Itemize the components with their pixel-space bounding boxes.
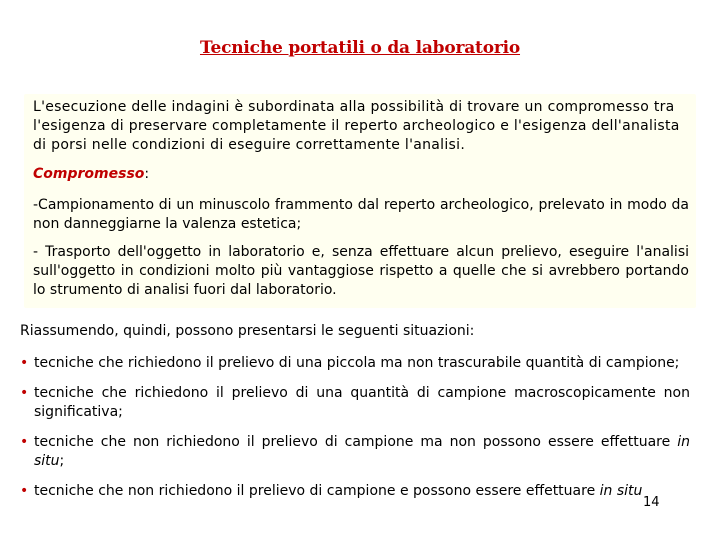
option-transport: - Trasporto dell'oggetto in laboratorio e, senza effettuare alcun prelievo, eseguire l'analisi sull'oggetto in condizioni molto più vantaggiose rispetto a quelle che si avrebbero portando lo strumento di analisi fuori dal laboratorio. — [33, 244, 689, 298]
bullet-italic-tail: in situ — [34, 434, 690, 469]
slide-title: Tecniche portatili o da laboratorio — [199, 38, 521, 58]
bullet-text: tecniche che non richiedono il prelievo di campione e possono essere effettuare — [34, 483, 600, 499]
bullet-icon: • — [20, 385, 29, 401]
situations-list — [20, 354, 690, 501]
list-item — [20, 354, 690, 373]
list-item — [20, 433, 690, 471]
summary-text: Riassumendo, quindi, possono presentarsi le seguenti situazioni: — [20, 323, 475, 339]
bullet-icon: • — [20, 483, 29, 499]
compromise-label: Compromesso — [33, 166, 145, 182]
compromise-heading — [33, 166, 149, 182]
list-item — [20, 384, 690, 422]
bullet-icon: • — [20, 355, 29, 371]
bullet-icon: • — [20, 434, 29, 450]
page-number: 14 — [643, 495, 660, 510]
bullet-tail-punct: ; — [59, 453, 65, 469]
bullet-text: tecniche che richiedono il prelievo di una piccola ma non trascurabile quantità di campione; — [34, 355, 680, 371]
option-sampling: -Campionamento di un minuscolo frammento dal reperto archeologico, prelevato in modo da non danneggiarne la valenza estetica; — [33, 197, 689, 232]
intro-paragraph: L'esecuzione delle indagini è subordinata alla possibilità di trovare un compromesso tra l'esigenza di preservare completamente il reperto archeologico e l'esigenza dell'analista di porsi nelle condizioni di eseguire correttamente l'analisi. — [33, 99, 680, 153]
bullet-text: tecniche che richiedono il prelievo di una quantità di campione macroscopicamente non significativa; — [34, 385, 690, 420]
bullet-text: tecniche che non richiedono il prelievo di campione ma non possono essere effettuare — [34, 434, 678, 450]
list-item — [20, 482, 690, 501]
bullet-italic-tail: in situ — [599, 483, 643, 499]
compromise-colon: : — [144, 166, 150, 182]
